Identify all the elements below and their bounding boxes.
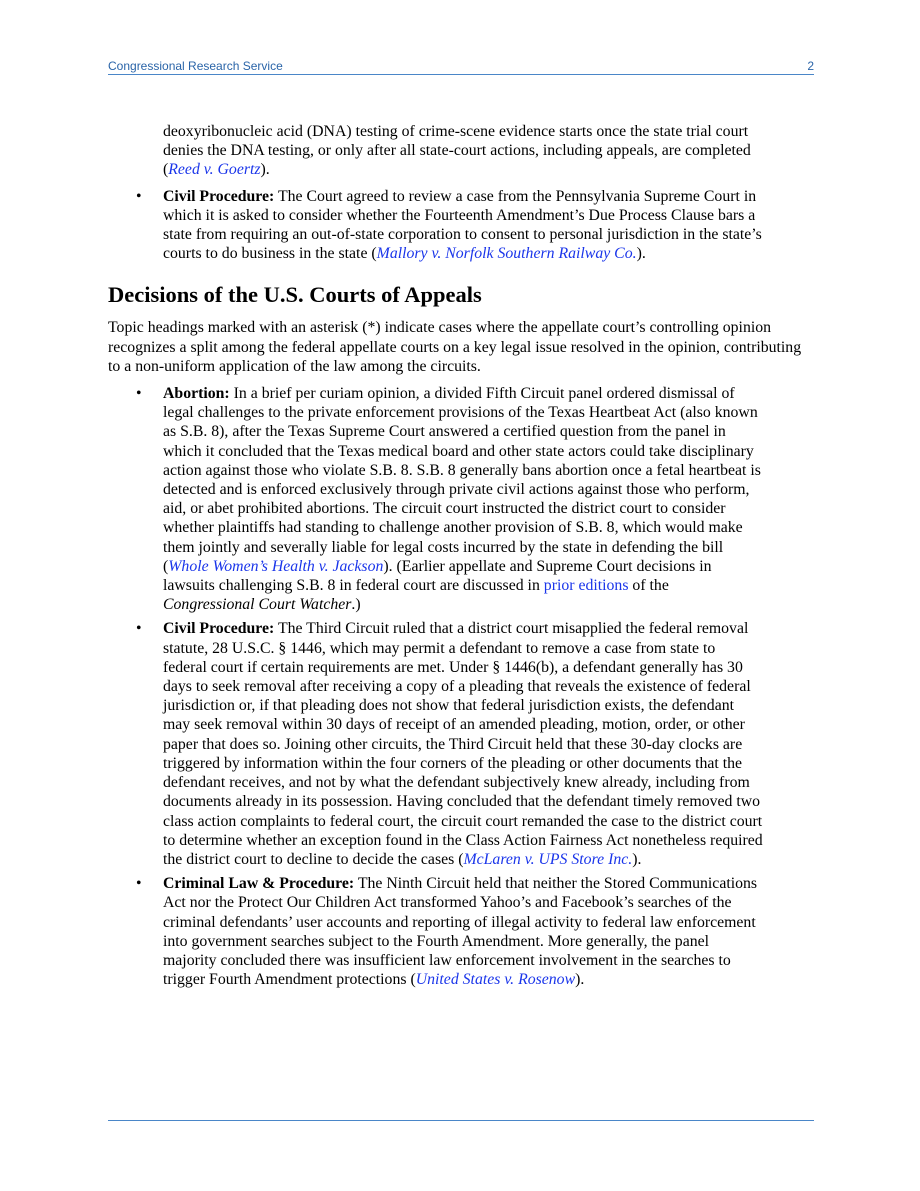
- continued-text-end: ).: [260, 161, 270, 179]
- topic-heading: Criminal Law & Procedure:: [163, 875, 355, 893]
- item-text-end: ).: [575, 971, 585, 989]
- case-link-rosenow[interactable]: United States v. Rosenow: [415, 971, 576, 989]
- supreme-court-list: [108, 187, 814, 264]
- publication-title: Congressional Court Watcher: [163, 596, 352, 614]
- continued-text: deoxyribonucleic acid (DNA) testing of crime-scene evidence starts once the state trial court denies the DNA testing, or only after all state-court actions, including appeals, are completed (: [163, 123, 751, 179]
- item-text-mid2: of the: [628, 577, 669, 595]
- header-organization: Congressional Research Service: [108, 59, 283, 73]
- bullet: •: [136, 875, 142, 893]
- item-text: The Ninth Circuit held that neither the Stored Communications Act nor the Protect Our Children Act transformed Yahoo’s and Facebook’s searches of the criminal defendants’ user accounts and reporting of illegal activity to federal law enforcement into government searches subject to the Fourth Amendment. More generally, the panel majority concluded there was insufficient law enforcement involvement in the searches to trigger Fourth Amendment protections (: [163, 875, 758, 989]
- case-link-whole-womens-health[interactable]: Whole Women’s Health v. Jackson: [168, 557, 384, 575]
- item-text: The Third Circuit ruled that a district court misapplied the federal removal statute, 28 U.S.C. § 1446, which may permit a defendant to remove a case from state to federal court if certain requirements are met. Under § 1446(b), a defendant generally has 30 days to seek removal after receiving a copy of a pleading that reveals the existence of federal jurisdiction or, if that pleading does not show that federal jurisdiction exists, the defendant may seek removal within 30 days of receipt of an amended pleading, motion, order, or other paper that does so. Joining other circuits, the Third Circuit held that these 30-day clocks are triggered by information within the four corners of the pleading or other documents that the defendant receives, and not by what the defendant subjectively knew already, including from documents already in its possession. Having concluded that the defendant timely removed two class action complaints to federal court, the circuit court remanded the case to the district court to determine whether an exception found in the Class Action Fairness Act nonetheless required the district court to decline to decide the cases (: [163, 620, 763, 868]
- bullet: •: [136, 187, 142, 205]
- case-link-reed-v-goertz[interactable]: Reed v. Goertz: [168, 161, 261, 179]
- item-text-mid: ). (Earlier appellate and Supreme Court decisions in lawsuits challenging S.B. 8 in federal court are discussed in: [163, 557, 712, 595]
- topic-heading: Civil Procedure:: [163, 187, 275, 205]
- bullet: •: [136, 385, 142, 403]
- item-text-end: ).: [632, 850, 642, 868]
- footer-rule: [108, 1120, 814, 1121]
- topic-heading: Abortion:: [163, 385, 230, 403]
- section-intro: Topic headings marked with an asterisk (*) indicate cases where the appellate court’s controlling opinion recognizes a split among the federal appellate courts on a key legal issue resolved in the opinion, contributing to a non-uniform application of the law among the circuits.: [108, 319, 802, 375]
- bullet: •: [136, 620, 142, 638]
- item-text-end: .): [351, 596, 361, 614]
- prior-editions-link[interactable]: prior editions: [543, 577, 629, 595]
- case-link-mallory[interactable]: Mallory v. Norfolk Southern Railway Co.: [376, 245, 637, 263]
- appeals-list: [108, 384, 814, 989]
- running-header: [108, 59, 814, 75]
- list-item: [108, 187, 814, 264]
- item-text: In a brief per curiam opinion, a divided Fifth Circuit panel ordered dismissal of legal challenges to the private enforcement provisions of the Texas Heartbeat Act (also known as S.B. 8), after the Texas Supreme Court answered a certified question from the panel in which it concluded that the Texas medical board and other state actors could take disciplinary action against those who violate S.B. 8. S.B. 8 generally bans abortion once a fetal heartbeat is detected and is enforced exclusively through private civil actions against those who perform, aid, or abet prohibited abortions. The circuit court instructed the district court to consider whether plaintiffs had standing to challenge another provision of S.B. 8, which would make them jointly and severally liable for legal costs incurred by the state in defending the bill (: [163, 385, 761, 575]
- continued-paragraph: [163, 122, 763, 180]
- section-heading: Decisions of the U.S. Courts of Appeals: [108, 282, 482, 308]
- header-rule: [108, 74, 814, 75]
- item-text-end: ).: [636, 245, 646, 263]
- item-text: The Court agreed to review a case from the Pennsylvania Supreme Court in which it is asked to consider whether the Fourteenth Amendment’s Due Process Clause bars a state from requiring an out-of-state corporation to consent to personal jurisdiction in the state’s courts to do business in the state (: [163, 187, 762, 263]
- topic-heading: Civil Procedure:: [163, 620, 275, 638]
- list-item: [108, 384, 814, 614]
- case-link-mclaren[interactable]: McLaren v. UPS Store Inc.: [463, 850, 633, 868]
- page-number: 2: [807, 59, 814, 73]
- page-body: [108, 122, 814, 989]
- list-item: [108, 619, 814, 869]
- list-item: [108, 874, 814, 989]
